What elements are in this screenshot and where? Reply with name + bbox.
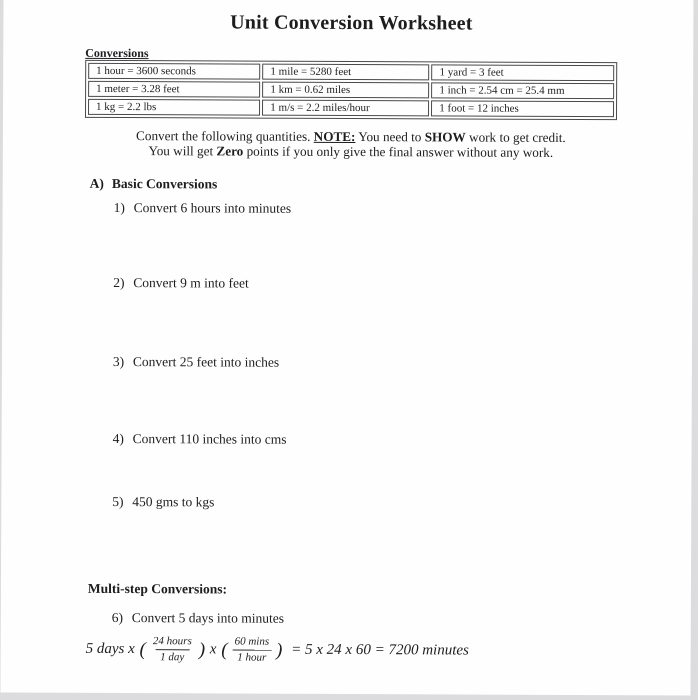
fraction-numerator: 60 mins	[234, 635, 270, 648]
fraction-denominator: 1 day	[155, 649, 189, 664]
table-cell: 1 inch = 2.54 cm = 25.4 mm	[431, 82, 614, 99]
table-cell: 1 km = 0.62 miles	[262, 82, 429, 99]
formula-result: = 5 x 24 x 60 = 7200 minutes	[287, 641, 469, 659]
instructions-segment: Convert the following quantities.	[136, 128, 314, 144]
multi-step-heading: Multi-step Conversions:	[87, 580, 228, 597]
open-paren: (	[139, 639, 146, 661]
problem-3	[113, 354, 616, 371]
problem-text: Convert 6 hours into minutes	[133, 200, 292, 216]
conversions-table	[85, 60, 617, 120]
show-emphasis: SHOW	[424, 129, 466, 145]
problem-6	[112, 610, 615, 627]
problem-number: 6)	[111, 609, 124, 626]
close-paren: )	[198, 639, 206, 661]
table-row	[88, 63, 614, 81]
table-cell: 1 mile = 5280 feet	[262, 64, 429, 81]
note-emphasis: NOTE:	[313, 128, 356, 145]
instructions-segment: You will get	[148, 142, 217, 158]
table-row	[88, 81, 614, 99]
instructions-line-2	[85, 143, 617, 160]
open-paren: (	[221, 639, 228, 661]
table-cell: 1 m/s = 2.2 miles/hour	[262, 100, 429, 117]
problem-number: 4)	[112, 430, 124, 447]
table-cell: 1 meter = 3.28 feet	[88, 81, 260, 98]
problem-number: 1)	[113, 199, 125, 216]
fraction-hours-per-day	[148, 635, 197, 664]
table-cell: 1 hour = 3600 seconds	[88, 63, 260, 80]
worked-example-formula	[86, 635, 615, 666]
table-cell: 1 yard = 3 feet	[431, 64, 614, 81]
section-a-label: A)	[89, 175, 104, 191]
conversions-label: Conversions	[85, 45, 149, 61]
instructions-text	[85, 129, 617, 160]
formula-lead: 5 days x	[85, 640, 139, 658]
section-a-heading	[90, 176, 617, 193]
zero-emphasis: Zero	[216, 142, 244, 159]
problem-1	[114, 200, 617, 217]
problem-number: 3)	[112, 353, 125, 370]
problem-text: Convert 110 inches into cms	[132, 431, 287, 447]
problem-text: Convert 25 feet into inches	[132, 354, 280, 370]
instructions-segment: You need to	[355, 129, 425, 145]
section-a-title: Basic Conversions	[111, 175, 218, 192]
problem-number: 5)	[112, 493, 124, 510]
problem-text: Convert 5 days into minutes	[131, 610, 285, 626]
page-title: Unit Conversion Worksheet	[230, 11, 473, 35]
problem-2	[113, 275, 616, 292]
table-cell: 1 kg = 2.2 lbs	[88, 99, 260, 116]
table-cell: 1 foot = 12 inches	[431, 100, 614, 117]
close-paren: )	[276, 639, 283, 661]
instructions-segment: points if you only give the final answer without any work.	[243, 143, 554, 160]
problem-number: 2)	[113, 274, 125, 291]
worksheet-content	[1, 0, 694, 667]
problem-5	[112, 494, 615, 511]
problem-4	[113, 431, 616, 448]
formula-times: x	[206, 641, 221, 658]
fraction-numerator: 24 hours	[152, 635, 192, 648]
problem-text: Convert 9 m into feet	[133, 275, 249, 291]
fraction-denominator: 1 hour	[232, 650, 271, 665]
fraction-mins-per-hour	[229, 635, 274, 664]
instructions-segment: work to get credit.	[465, 129, 566, 145]
table-row	[88, 99, 614, 117]
problem-text: 450 gms to kgs	[132, 494, 215, 510]
